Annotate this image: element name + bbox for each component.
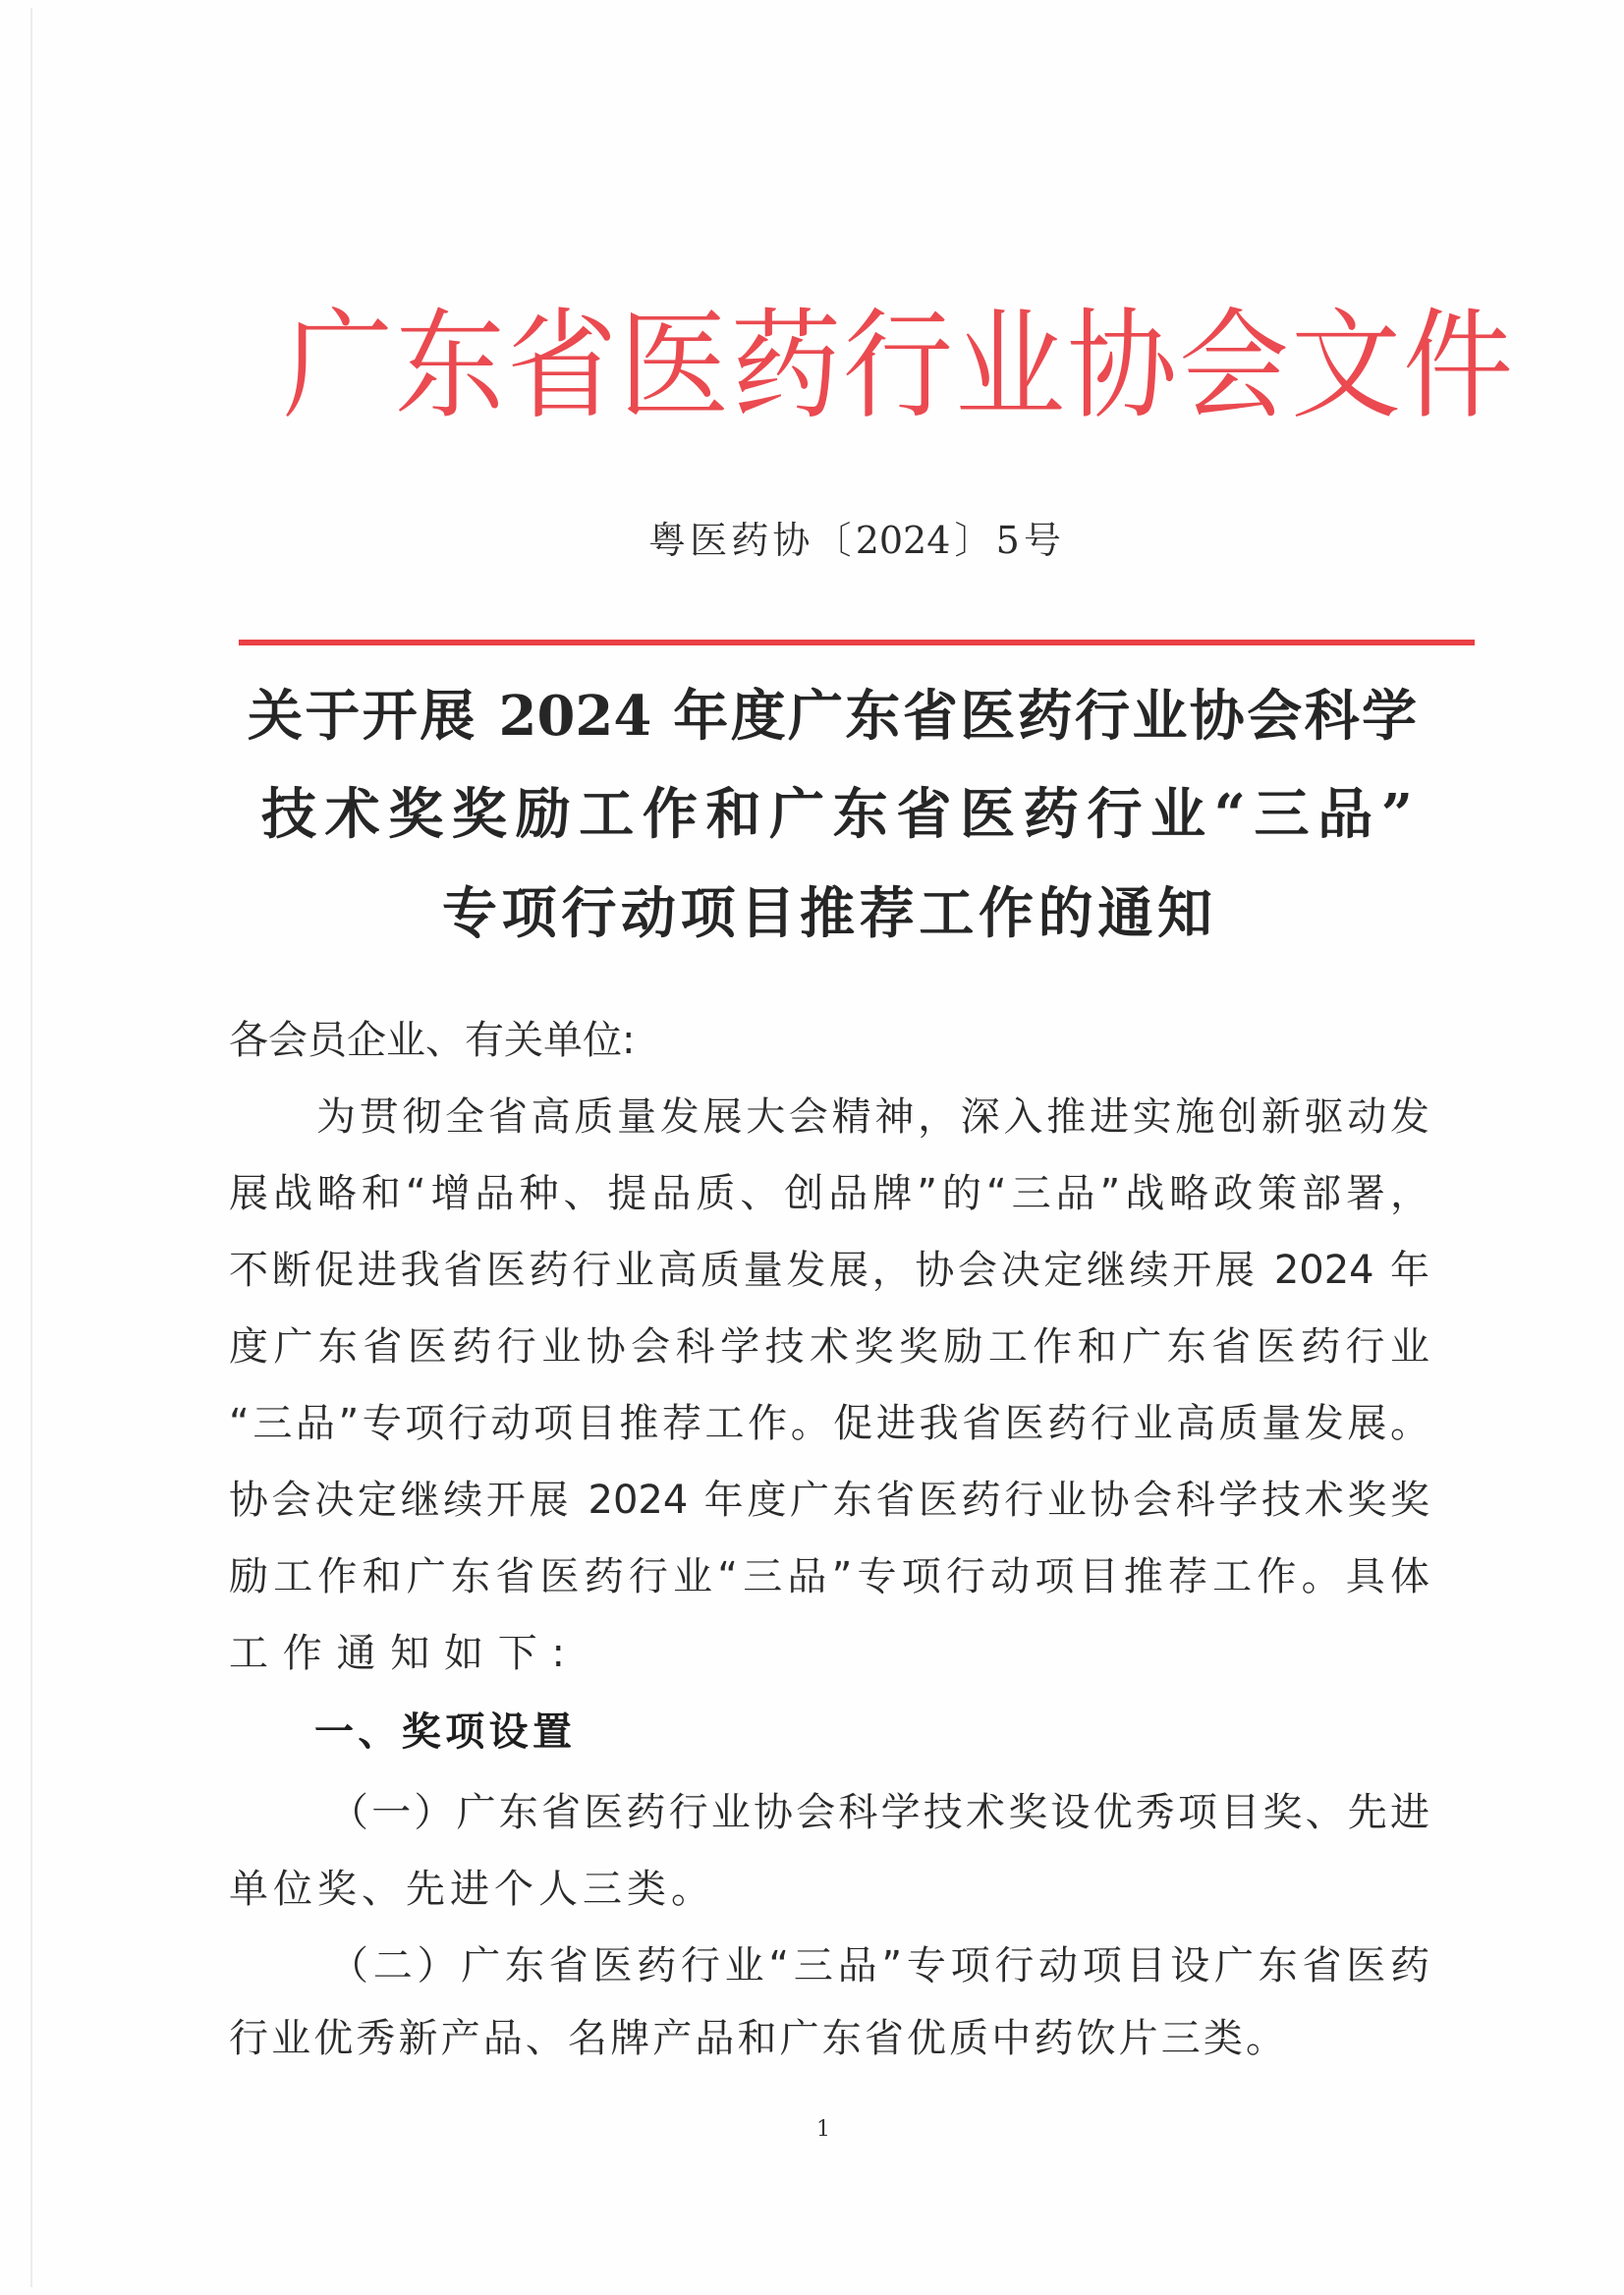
- red-divider: [239, 640, 1475, 645]
- body-line: 励工作和广东省医药行业“三品”专项行动项目推荐工作。具体: [229, 1554, 1429, 1599]
- notice-title-line-3: 专项行动项目推荐工作的通知: [442, 881, 1212, 946]
- page-number: 1: [816, 2117, 830, 2142]
- body-line: 不断促进我省医药行业高质量发展，协会决定继续开展 2024 年: [229, 1248, 1429, 1293]
- body-line: 工作通知如下:: [229, 1631, 565, 1676]
- section-item-1-line-2: 单位奖、先进个人三类。: [229, 1867, 710, 1912]
- section-item-2-line-1: （二）广东省医药行业“三品”专项行动项目设广东省医药: [329, 1943, 1429, 1988]
- scan-edge-line: [30, 8, 32, 2287]
- body-line: 展战略和“增品种、提品质、创品牌”的“三品”战略政策部署，: [229, 1171, 1429, 1216]
- masthead-title: 广东省医药行业协会文件: [283, 297, 1515, 436]
- section-heading: 一、奖项设置: [314, 1709, 572, 1755]
- document-number: 粤医药协〔2024〕5号: [648, 519, 1061, 562]
- body-line: 协会决定继续开展 2024 年度广东省医药行业协会科学技术奖奖: [229, 1478, 1429, 1523]
- body-line: “三品”专项行动项目推荐工作。促进我省医药行业高质量发展。: [229, 1401, 1429, 1446]
- body-line: 为贯彻全省高质量发展大会精神，深入推进实施创新驱动发: [316, 1094, 1429, 1140]
- body-line: 度广东省医药行业协会科学技术奖奖励工作和广东省医药行业: [229, 1324, 1429, 1370]
- notice-title-line-2: 技术奖奖励工作和广东省医药行业“三品”: [261, 782, 1413, 847]
- section-item-2-line-2: 行业优秀新产品、名牌产品和广东省优质中药饮片三类。: [229, 2016, 1285, 2061]
- salutation: 各会员企业、有关单位:: [229, 1018, 636, 1063]
- notice-title-line-1: 关于开展 2024 年度广东省医药行业协会科学: [248, 684, 1417, 749]
- section-item-1-line-1: （一）广东省医药行业协会科学技术奖设优秀项目奖、先进: [329, 1790, 1429, 1835]
